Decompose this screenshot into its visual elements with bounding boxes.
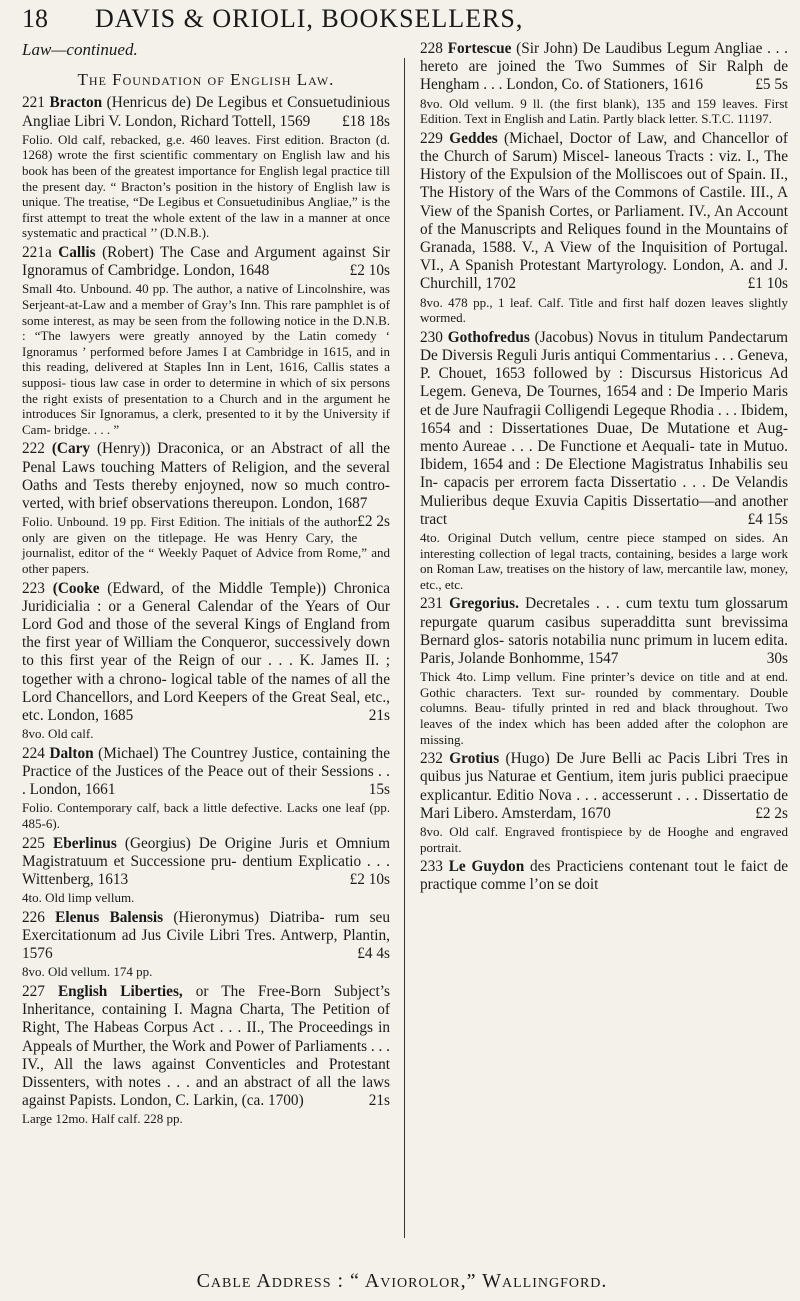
catalogue-entry — [22, 244, 390, 437]
entry-heading: Dalton — [49, 744, 94, 762]
entry-heading: Gothofredus — [447, 328, 530, 346]
entry-description: 8vo. Old vellum. 9 ll. (the first blank), 135 and 159 leaves. First Edition. Text in English and Latin. Partly black letter. S.T.C. 11197. — [420, 95, 788, 127]
section-heading: Law—continued. — [22, 40, 138, 59]
lot-number: 228 — [420, 40, 443, 57]
entry-title: Decretales . . . cum textu tum glossarum repurgate quarum casibus superadditta sunt brevissima Bernard glos- satoris notabilia nunc primum in lucem edita. Paris, Jolande Bonhomme, 1547 — [420, 595, 789, 668]
entry-heading: Callis — [58, 244, 96, 261]
entry-description: Small 4to. Unbound. 40 pp. The author, a native of Lincolnshire, was Serjeant-at-Law and a member of Gray’s Inn. This rare pamphlet is of some interest, as may be seen from the following notice in the D.N.B. : “The lawyers were greatly annoyed by the Latin comedy ‘ Ignoramus ’ performed before James I at Cambridge in 1615, and in this reading, delivered at Staples Inn in Lent, 1616, Callis states a supposi- tious law case in order to determine in which of six persons the right exists of presentation to a Church and in the argument he introduces Sir Ignoramus, a clerk, presented to it by the University if Cam- bridge. . . . ” — [22, 281, 390, 437]
lot-number: 221a — [22, 244, 52, 261]
entry-heading: Geddes — [449, 129, 498, 147]
entry-title: (Michael, Doctor of Law, and Chancellor of the Church of Sarum) Miscel- laneous Tracts : viz. I., The History of the Expulsion of the Molliscoes out of Spain. II., The History of the Wars of the Commons of Castile. III., A View of the Spanish Cortes, or Parliament. IV., An Account of the Manuscripts and Reliques found in the Mountains of Granada, 1588. V., A View of the Inquisition of Portugal. VI., A Spanish Protestant Martyrology. London, A. and J. Churchill, 1702 — [420, 129, 788, 293]
entry-description: 8vo. Old calf. — [22, 726, 94, 742]
entry-description: 4to. Original Dutch vellum, centre piece stamped on sides. An interesting collection of legal tracts, containing, besides a large work on Roman Law, treatises on the history of law, mercantile law, money, etc., etc. — [420, 530, 788, 592]
entry-title: or The Free-Born Subject’s Inheritance, containing I. Magna Charta, The Petition of Right, The Habeas Corpus Act . . . II., The Proceedings in Appeals of Murther, the Work and Power of Parliaments . . . IV., All the laws against Conventicles and Protestant Dissenters, with notes . . . and an abstract of all the laws against Papists. London, C. Larkin, (ca. 1700) — [22, 982, 390, 1110]
lot-number: 233 — [420, 858, 443, 876]
entry-price: 21s — [368, 1092, 390, 1110]
entry-heading: Fortescue — [447, 40, 512, 57]
catalogue-entry — [420, 329, 788, 593]
entry-price: 21s — [368, 706, 390, 724]
lot-number: 232 — [420, 750, 443, 768]
entry-price: £2 2s — [755, 804, 788, 822]
entry-title: (Jacobus) Novus in titulum Pandectarum De Diversis Reguli Juris antiqui Commentarius . . . Geneva, P. Chouet, 1653 followed by : Discursus Historicus Ad Legem. Geneva, De Tournes, 1654 and : De Imperio Maris et de Jure Naufragii Colligendi Legeque Rhodia . . . Ibidem, 1654 and : Dissertationes Duae, De Mutatione et Aug- mento Aureae . . . De Functione et Aequali- tate in Mutuo. Ibidem, 1654 and : De Electione Magistratus Inhabilis seu In- capacis per errorem facta Dissertatio . . . De Velandis Mulieribus deque Exuvia Capitis Dissertatio—and another tract — [420, 328, 789, 528]
lot-number: 227 — [22, 982, 45, 1000]
catalogue-entry — [22, 909, 390, 980]
right-column — [420, 40, 788, 898]
lot-number: 229 — [420, 129, 443, 147]
entry-description: 8vo. Old calf. Engraved frontispiece by de Hooghe and engraved portrait. — [420, 824, 788, 855]
entry-title: (Henry)) Draconica, or an Abstract of all the Penal Laws touching Matters of Religion, and the several Oaths and Tests thereby enjoyned, now so much contro- verted, with brief observations thereupon. London, 1687 — [22, 440, 391, 512]
entry-heading: (Cooke — [52, 579, 100, 597]
catalogue-entry — [22, 835, 390, 906]
lot-number: 224 — [22, 744, 45, 762]
entry-title: (Georgius) De Origine Juris et Omnium Magistratuum et Successione pru- dentium Explicatio . . . Wittenberg, 1613 — [22, 834, 390, 888]
entry-description: Large 12mo. Half calf. 228 pp. — [22, 1111, 183, 1127]
left-column — [22, 40, 390, 1130]
entry-heading: Le Guydon — [448, 858, 525, 876]
entry-heading: Eberlinus — [53, 834, 117, 852]
entry-description: 4to. Old limp vellum. — [22, 890, 135, 906]
lot-number: 226 — [22, 908, 45, 926]
entry-title: (Henricus de) De Legibus et Consuetudinious Angliae Libri V. London, Richard Tottell, 1569 — [22, 94, 391, 130]
lot-number: 223 — [22, 579, 45, 597]
entry-heading: (Cary — [51, 440, 91, 458]
entry-price: £1 10s — [747, 275, 788, 293]
entry-price: 15s — [368, 781, 390, 799]
entry-heading: Bracton — [49, 94, 103, 112]
entry-price: £2 2s — [357, 513, 390, 531]
entry-heading: Elenus Balensis — [55, 908, 164, 926]
entry-description: Folio. Unbound. 19 pp. First Edition. The initials of the author only are given on the titlepage. He was Henry Cary, the journalist, editor of the “ Weekly Paquet of Advice from Rome,” and other papers. — [22, 514, 390, 576]
entry-price: 30s — [766, 650, 788, 668]
catalogue-entry — [22, 94, 390, 241]
lot-number: 225 — [22, 834, 45, 852]
entry-title: (Hieronymus) Diatriba- rum seu Exercitationum ad Jus Civile Libri Tres. Antwerp, Plantin, 1576 — [22, 908, 390, 963]
entry-description: Folio. Old calf, rebacked, g.e. 460 leaves. First edition. Bracton (d. 1268) wrote the first scientific commentary on English law and his book has been of the greatest importance for English legal practice till the present day. “ Bracton’s position in the history of English law is unique. The treatise, “De Legibus et Consuetudinibus Angliae,” is the first attempt to treat the whole extent of the law in a manner at once systematic and practical ’’ (D.N.B.). — [22, 131, 390, 241]
entry-heading: English Liberties, — [57, 982, 183, 1000]
catalogue-entry — [420, 750, 788, 855]
lot-number: 221 — [22, 94, 45, 112]
entry-price: £4 4s — [357, 945, 390, 963]
entry-description: Thick 4to. Limp vellum. Fine printer’s device on title and at end. Gothic characters. Text sur- rounded by commentary. Double columns. Beau- tifully printed in red and black throughout. Two leaves of the index which has been added after the colophon are missing. — [420, 669, 788, 747]
catalogue-entry — [22, 440, 390, 576]
entry-title: des Practiciens contenant tout le faict de practique comme l’on se doit — [420, 858, 789, 894]
entry-description: Folio. Contemporary calf, back a little defective. Lacks one leaf (pp. 485-6). — [22, 800, 390, 831]
running-head: DAVIS & ORIOLI, BOOKSELLERS, — [95, 4, 524, 33]
catalogue-entry — [420, 130, 788, 326]
footer-cable-address: Cable Address : “ Aviorolor,” Wallingford. — [196, 1270, 608, 1292]
subsection-heading: The Foundation of English Law. — [77, 70, 335, 90]
catalogue-entry — [420, 40, 788, 127]
entry-title: (Hugo) De Jure Belli ac Pacis Libri Tres in quibus jus Naturae et Gentium, item juris publici praecipue explicantur. Editio Nova . . . accesserunt . . . Dissertatio de Mari Libero. Amsterdam, 1670 — [420, 750, 789, 822]
lot-number: 222 — [22, 440, 45, 458]
entry-price: £5 5s — [755, 76, 788, 94]
page-number: 18 — [22, 4, 48, 33]
entry-title: (Robert) The Case and Argument against Sir Ignoramus of Cambridge. London, 1648 — [22, 244, 390, 280]
catalogue-entry — [22, 580, 390, 742]
entry-price: £4 15s — [747, 510, 788, 528]
entry-price: £18 18s — [341, 112, 390, 130]
catalogue-entry — [420, 858, 788, 894]
entry-price: £2 10s — [349, 262, 390, 280]
catalogue-entry — [22, 745, 390, 832]
catalogue-entry — [420, 595, 788, 747]
entry-title: (Michael) The Countrey Justice, containing the Practice of the Justices of the Peace out of their Sessions . . . London, 1661 — [22, 744, 390, 799]
entry-description: 8vo. Old vellum. 174 pp. — [22, 964, 153, 980]
entry-title: (Sir John) De Laudibus Legum Angliae . . . hereto are joined the Two Summes of Sir Ralph de Hengham . . . London, Co. of Stationers, 1616 — [420, 40, 789, 94]
lot-number: 231 — [420, 595, 443, 613]
column-divider — [404, 58, 405, 1238]
catalogue-entry — [22, 983, 390, 1127]
entry-description: 8vo. 478 pp., 1 leaf. Calf. Title and first half dozen leaves slightly wormed. — [420, 294, 788, 326]
entry-title: (Edward, of the Middle Temple)) Chronica Juridicialia : or a General Calendar of the Years of Our Lord God and those of the several Kings of England from the first year of William the Conqueror, successively down to this first year of the Reign of our . . . K. James II. ; together with a chrono- logical table of the names of all the Lord Chancellors, and Lord Keepers of the Great Seal, etc., etc. London, 1685 — [22, 579, 390, 724]
entry-heading: Grotius — [449, 750, 500, 768]
entry-heading: Gregorius. — [449, 595, 519, 613]
entry-price: £2 10s — [349, 870, 390, 888]
lot-number: 230 — [420, 328, 443, 346]
